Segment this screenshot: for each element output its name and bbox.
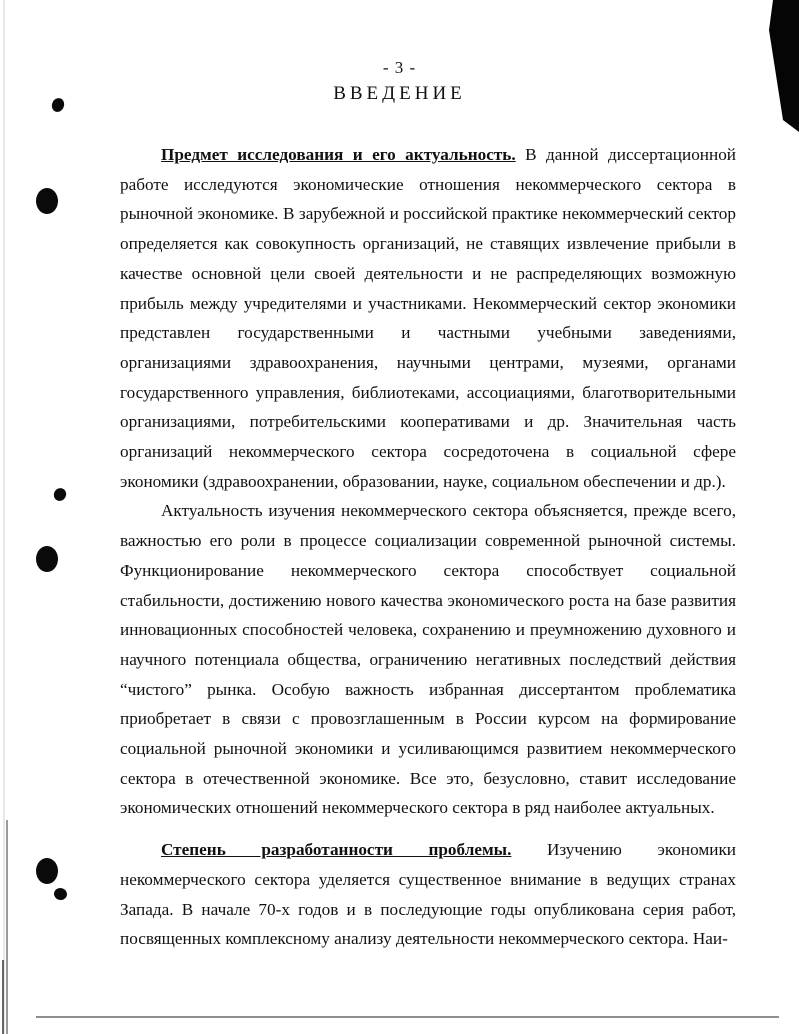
punch-hole-6 — [53, 887, 69, 902]
page-number: - 3 - — [382, 58, 417, 77]
paragraph-text: В данной диссертационной работе исследуются экономические отношения некоммерческого сектора в рыночной экономике. В зарубежной и российской практике некоммерческий сектор определяется как совокупность организаций, не ставящих извлечение прибыли в качестве основной цели своей деятельности и не распределяющих возможную прибыль между учредителями и участниками. Некоммерческий сектор экономики представлен государственными и частными учебными заведениями, организациями здравоохранения, научными центрами, музеями, органами государственного управления, библиотеками, ассоциациями, благотворительными организациями, потребительскими кооперативами и др. Значительная часть организаций некоммерческого сектора сосредоточена в социальной сфере экономики (здравоохранении, образовании, науке, социальном обеспечении и др.). — [120, 145, 736, 491]
body-text — [120, 140, 736, 954]
paragraph-subject — [120, 140, 736, 496]
scan-left-edge — [0, 0, 12, 1034]
punch-hole-4 — [36, 546, 58, 572]
scan-bottom-line — [36, 1016, 779, 1018]
paragraph-lead: Степень разработанности проблемы. — [161, 840, 512, 860]
paragraph-degree — [120, 835, 736, 954]
page-title: ВВЕДЕНИЕ — [333, 83, 466, 104]
punch-hole-2 — [36, 188, 58, 214]
paragraph-text: Актуальность изучения некоммерческого сектора объясняется, прежде всего, важностью его роли в процессе социализации современной рыночной системы. Функционирование некоммерческого сектора способствует социальной стабильности, достижению нового качества экономического роста на базе развития инновационных способностей человека, сохранению и преумножению духовного и научного потенциала общества, ограничению негативных последствий действия “чистого” рынка. Особую важность избранная диссертантом проблематика приобретает в связи с провозглашенным в России курсом на формирование социальной рыночной экономики и усиливающимся развитием некоммерческого сектора в отечественной экономике. Все это, безусловно, ставит исследование экономических отношений некоммерческого сектора в ряд наиболее актуальных. — [120, 501, 736, 818]
punch-hole-3 — [52, 486, 69, 503]
paragraph-lead: Предмет исследования и его актуальность. — [161, 145, 516, 164]
punch-hole-5 — [36, 858, 58, 884]
paragraph-text: Изучению экономики некоммерческого сектора уделяется существенное внимание в ведущих странах Запада. В начале 70-х годов и в последующие годы опубликована серия работ, посвященных комплексному анализу деятельности некоммерческого сектора. Наи- — [120, 840, 736, 949]
paragraph-relevance — [120, 496, 736, 823]
